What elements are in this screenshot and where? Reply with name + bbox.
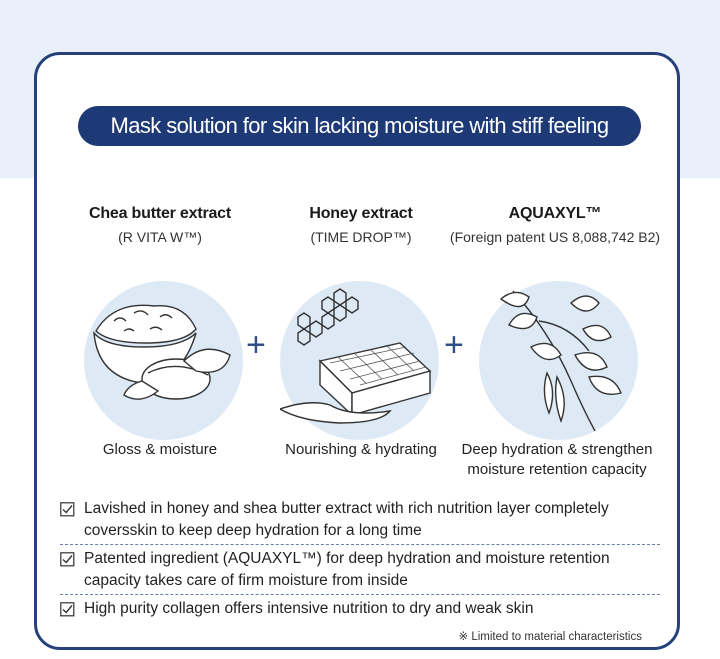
benefit-line: moisture retention capacity xyxy=(467,461,647,478)
bullet-item xyxy=(60,498,660,542)
benefit-line: Deep hydration & strengthen xyxy=(461,441,653,458)
ingredient-name: Chea butter extract xyxy=(88,205,232,222)
benefit-label: Gloss & moisture xyxy=(102,441,218,458)
ingredient-name: Honey extract xyxy=(309,205,413,222)
ingredient-sub: (TIME DROP™) xyxy=(310,229,412,245)
bullet-line: High purity collagen offers intensive nutrition to dry and weak skin xyxy=(84,600,534,617)
bullet-item xyxy=(60,548,660,592)
honeycomb-illustration xyxy=(280,281,439,440)
title-banner: Mask solution for skin lacking moisture with stiff feeling xyxy=(78,106,641,146)
ingredient-sub: (R VITA W™) xyxy=(118,229,202,245)
ingredient-honey xyxy=(276,205,446,245)
dashed-divider xyxy=(60,544,660,545)
ingredient-sub: (Foreign patent US 8,088,742 B2) xyxy=(449,229,661,245)
bullet-line: Patented ingredient (AQUAXYL™) for deep hydration and moisture retention xyxy=(84,550,610,567)
benefit-label-aquaxyl xyxy=(452,440,662,480)
bullet-item xyxy=(60,598,660,620)
checkbox-icon xyxy=(60,552,75,567)
bullet-line: coversskin to keep deep hydration for a long time xyxy=(84,522,422,539)
plus-sign: + xyxy=(444,326,464,364)
checkbox-icon xyxy=(60,602,75,617)
shea-butter-icon xyxy=(84,281,243,440)
birch-branch-icon xyxy=(479,281,638,440)
plus-sign: + xyxy=(246,326,266,364)
ingredient-aquaxyl xyxy=(430,205,680,245)
benefit-label: Nourishing & hydrating xyxy=(285,441,437,458)
dashed-divider xyxy=(60,594,660,595)
ingredient-name: AQUAXYL™ xyxy=(508,205,602,222)
honeycomb-icon xyxy=(280,281,439,440)
ingredient-shea xyxy=(70,205,250,245)
birch-branch-illustration xyxy=(479,281,638,440)
bullet-list xyxy=(60,498,660,620)
checkbox-icon xyxy=(60,502,75,517)
bullet-line: Lavished in honey and shea butter extract with rich nutrition layer completely xyxy=(84,500,609,517)
footnote: ※ Limited to material characteristics xyxy=(458,631,642,643)
shea-butter-illustration xyxy=(84,281,243,440)
bullet-line: capacity takes care of firm moisture from inside xyxy=(84,572,408,589)
